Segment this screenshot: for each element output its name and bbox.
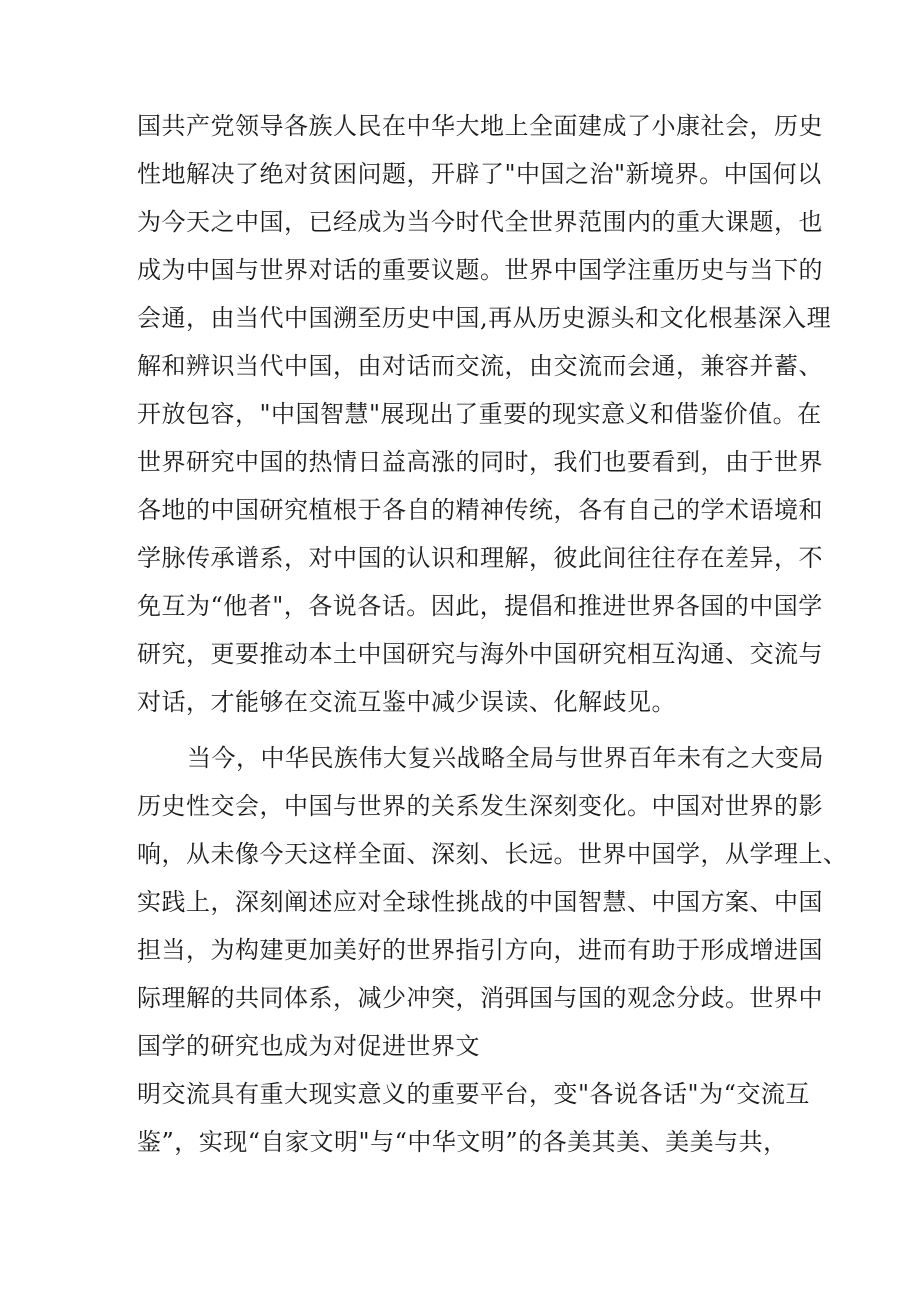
text-line: 为今天之中国，已经成为当今时代全世界范围内的重大课题，也 bbox=[137, 208, 823, 236]
text-line: 担当，为构建更加美好的世界指引方向，进而有助于形成增进国 bbox=[137, 936, 823, 964]
text-line: 实践上，深刻阐述应对全球性挑战的中国智慧、中国方案、中国 bbox=[137, 888, 823, 916]
paragraph-first-line: 当今，中华民族伟大复兴战略全局与世界百年未有之大变局 bbox=[187, 744, 824, 772]
text-line: 响，从未像今天这样全面、深刻、长远。世界中国学，从学理上、 bbox=[137, 840, 848, 868]
text-line: 免互为“他者"，各说各话。因此，提倡和推进世界各国的中国学 bbox=[137, 592, 823, 620]
text-line: 国共产党领导各族人民在中华大地上全面建成了小康社会，历史 bbox=[137, 112, 823, 140]
text-line: 各地的中国研究植根于各自的精神传统，各有自己的学术语境和 bbox=[137, 496, 823, 524]
text-line: 际理解的共同体系，减少冲突，消弭国与国的观念分歧。世界中 bbox=[137, 984, 823, 1012]
text-line: 成为中国与世界对话的重要议题。世界中国学注重历史与当下的 bbox=[137, 256, 823, 284]
text-line: 开放包容，"中国智慧"展现出了重要的现实意义和借鉴价值。在 bbox=[137, 400, 822, 428]
text-line: 国学的研究也成为对促进世界文 bbox=[137, 1032, 480, 1060]
text-line: 会通，由当代中国溯至历史中国,再从历史源头和文化根基深入理 bbox=[137, 304, 832, 332]
text-line: 鉴”，实现“自家文明"与“中华文明”的各美其美、美美与共， bbox=[137, 1128, 788, 1156]
text-line: 历史性交会，中国与世界的关系发生深刻变化。中国对世界的影 bbox=[137, 792, 823, 820]
text-line: 明交流具有重大现实意义的重要平台，变"各说各话"为“交流互 bbox=[137, 1080, 810, 1108]
text-line: 学脉传承谱系，对中国的认识和理解，彼此间往往存在差异，不 bbox=[137, 544, 823, 572]
text-line: 性地解决了绝对贫困问题，开辟了"中国之治"新境界。中国何以 bbox=[137, 160, 822, 188]
text-line: 世界研究中国的热情日益高涨的同时，我们也要看到，由于世界 bbox=[137, 448, 823, 476]
text-line: 对话，才能够在交流互鉴中减少误读、化解歧见。 bbox=[137, 688, 676, 716]
text-line: 研究，更要推动本土中国研究与海外中国研究相互沟通、交流与 bbox=[137, 640, 823, 668]
text-line: 解和辨识当代中国，由对话而交流，由交流而会通，兼容并蓄、 bbox=[137, 352, 823, 380]
